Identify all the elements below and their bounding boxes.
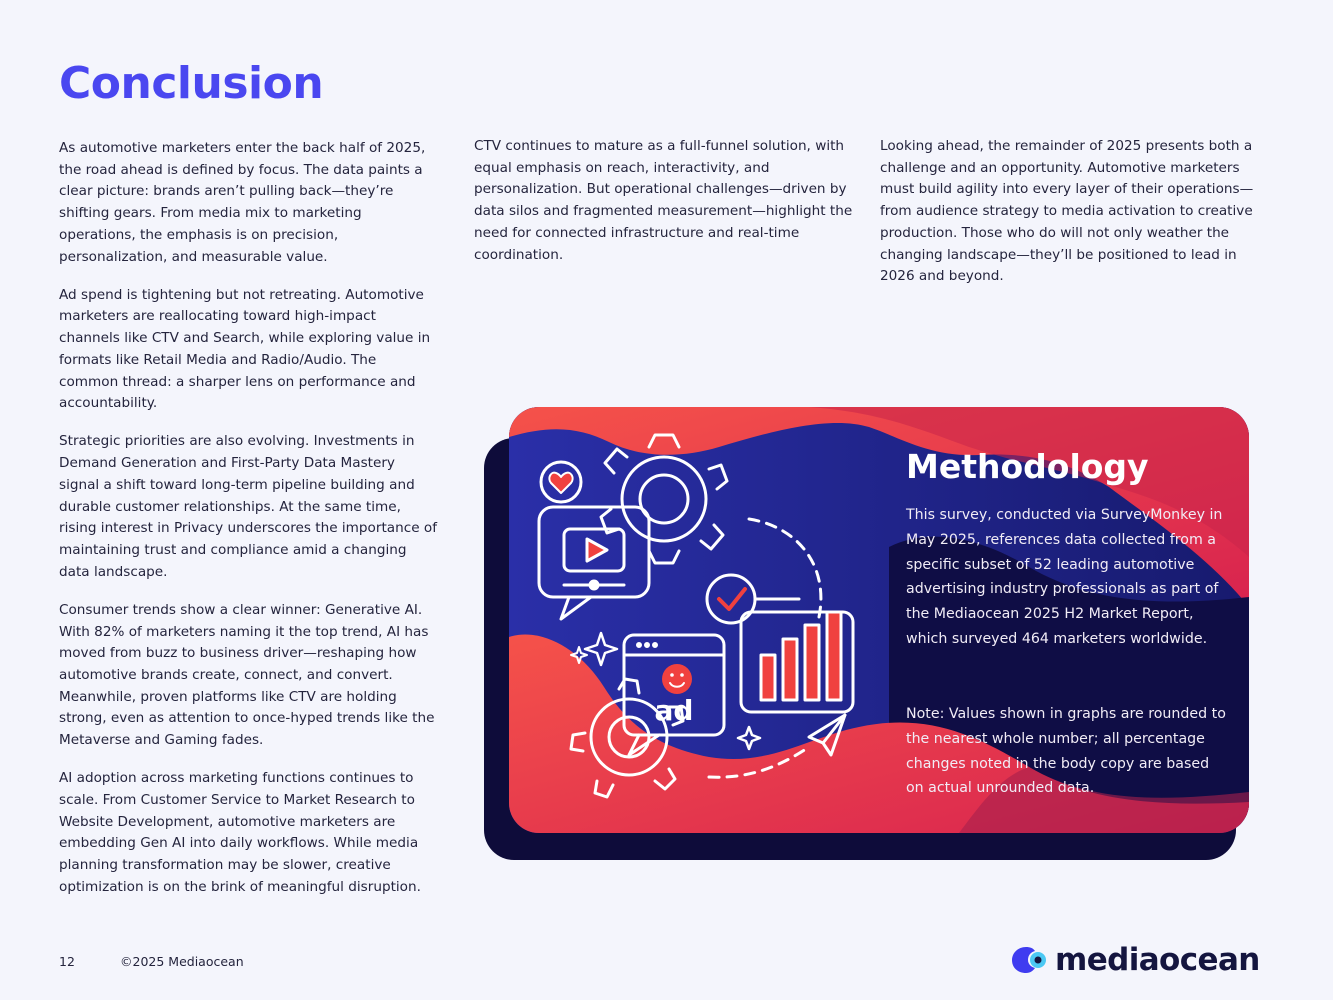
page-number: 12 bbox=[59, 954, 75, 969]
heart-icon bbox=[541, 462, 581, 502]
paragraph: AI adoption across marketing functions continues to scale. From Customer Service to Market Research to Website Development, automotive marketers are embedding Gen AI into daily workflows. While media planning transformation may be slower, creative optimization is on the brink of meaningful disruption. bbox=[59, 770, 421, 895]
video-play-icon bbox=[539, 507, 649, 619]
paragraph: Strategic priorities are also evolving. Investments in Demand Generation and First-Party Data Mastery signal a shift toward long-term pipeline building and durable customer relationships. At the same time, rising interest in Privacy underscores the importance of maintaining trust and compliance amid a changing data landscape. bbox=[59, 433, 437, 580]
checkmark-icon bbox=[707, 575, 799, 623]
paper-plane-icon bbox=[809, 715, 845, 755]
ad-label: ad bbox=[654, 694, 694, 727]
methodology-card bbox=[509, 407, 1249, 833]
paragraph: CTV continues to mature as a full-funnel solution, with equal emphasis on reach, interactivity, and personalization. But operational challenges—driven by data silos and fragmented measurement—highlight the need for connected infrastructure and real-time coordination. bbox=[474, 138, 853, 263]
methodology-body: This survey, conducted via SurveyMonkey in May 2025, references data collected from a specific subset of 52 leading automotive advertising industry professionals as part of the Mediaocean 2025 H2 Market Report, which surveyed 464 marketers worldwide. bbox=[906, 507, 1223, 647]
mediaocean-logo-mark-icon bbox=[1012, 945, 1050, 975]
copyright: ©2025 Mediaocean bbox=[120, 954, 244, 969]
gear-icon bbox=[601, 435, 727, 563]
logo-wordmark: mediaocean bbox=[1055, 942, 1260, 978]
paragraph: Ad spend is tightening but not retreating. Automotive marketers are reallocating toward high-impact channels like CTV and Search, while exploring value in formats like Retail Media and Radio/Audio. The common thread: a sharper lens on performance and accountability. bbox=[59, 286, 431, 412]
paragraph: As automotive marketers enter the back half of 2025, the road ahead is defined by focus. The data paints a clear picture: brands aren’t pulling back—they’re shifting gears. From media mix to marketing operations, the emphasis is on precision, personalization, and measurable value. bbox=[59, 140, 426, 265]
methodology-note: Note: Values shown in graphs are rounded to the nearest whole number; all percentage changes noted in the body copy are based on actual unrounded data. bbox=[906, 706, 1226, 797]
conclusion-column-1 bbox=[59, 138, 439, 915]
smiley-icon bbox=[662, 664, 692, 694]
page-title: Conclusion bbox=[59, 58, 324, 109]
mediaocean-logo bbox=[1012, 940, 1260, 980]
marketing-illustration bbox=[509, 407, 889, 833]
bar-chart-icon bbox=[741, 612, 853, 712]
conclusion-column-2 bbox=[474, 136, 854, 283]
paragraph: Looking ahead, the remainder of 2025 presents both a challenge and an opportunity. Automotive marketers must build agility into every layer of their operations—from audience strategy to media activation to creative production. Those who do will not only weather the changing landscape—they’ll be positioned to lead in 2026 and beyond. bbox=[880, 138, 1254, 285]
paragraph: Consumer trends show a clear winner: Generative AI. With 82% of marketers naming it the top trend, AI has moved from buzz to business driver—reshaping how automotive brands create, connect, and convert. Meanwhile, proven platforms like CTV are holding strong, even as attention to once-hyped trends like the Metaverse and Gaming fades. bbox=[59, 601, 435, 749]
conclusion-column-3 bbox=[880, 136, 1270, 304]
methodology-title: Methodology bbox=[906, 447, 1149, 486]
